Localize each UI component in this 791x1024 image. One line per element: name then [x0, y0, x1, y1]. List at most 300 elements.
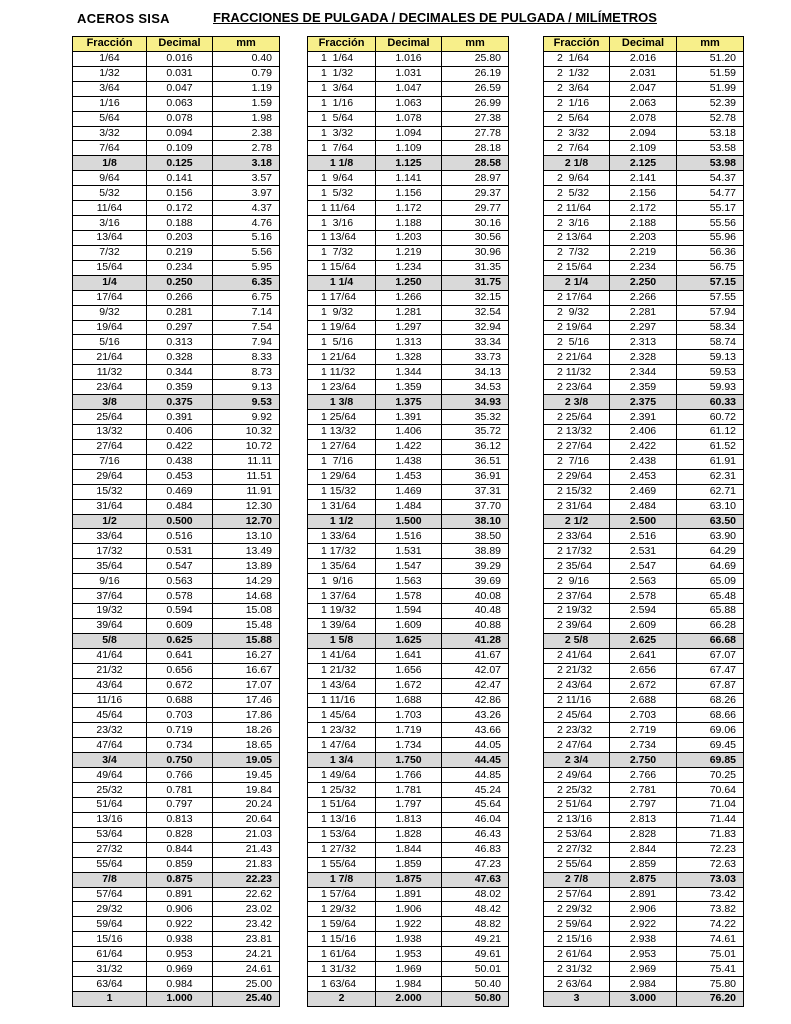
fraction-cell: 2 3/4	[544, 753, 610, 768]
table-row	[308, 529, 509, 544]
fraction-cell: 2 17/32	[544, 544, 610, 559]
fraction-cell: 2 3/32	[544, 126, 610, 141]
fraction-cell: 7/64	[73, 141, 147, 156]
table-row	[308, 544, 509, 559]
fraction-cell: 2 1/8	[544, 156, 610, 171]
fraction-cell: 7/8	[73, 872, 147, 887]
table-row	[73, 544, 280, 559]
decimal-cell: 0.625	[147, 633, 213, 648]
table-row	[544, 872, 744, 887]
decimal-cell: 1.156	[376, 186, 442, 201]
mm-cell: 44.45	[442, 753, 509, 768]
fraction-cell: 1 5/32	[308, 186, 376, 201]
decimal-cell: 0.578	[147, 589, 213, 604]
decimal-cell: 0.672	[147, 678, 213, 693]
mm-cell: 10.72	[213, 439, 280, 454]
table-row	[544, 783, 744, 798]
mm-cell: 74.22	[677, 917, 744, 932]
table-row	[73, 305, 280, 320]
header-mm: mm	[442, 37, 509, 52]
mm-cell: 62.71	[677, 484, 744, 499]
decimal-cell: 0.734	[147, 738, 213, 753]
fraction-cell: 1	[73, 992, 147, 1007]
mm-cell: 25.40	[213, 992, 280, 1007]
mm-cell: 21.43	[213, 842, 280, 857]
mm-cell: 45.24	[442, 783, 509, 798]
mm-cell: 21.03	[213, 827, 280, 842]
fraction-cell: 1 9/64	[308, 171, 376, 186]
fraction-cell: 2 21/32	[544, 663, 610, 678]
mm-cell: 23.81	[213, 932, 280, 947]
fraction-cell: 1 43/64	[308, 678, 376, 693]
decimal-cell: 2.266	[610, 290, 677, 305]
header-decimal: Decimal	[376, 37, 442, 52]
decimal-cell: 0.609	[147, 618, 213, 633]
mm-cell: 65.48	[677, 589, 744, 604]
fraction-cell: 1 19/32	[308, 604, 376, 619]
fraction-cell: 7/32	[73, 245, 147, 260]
mm-cell: 30.96	[442, 245, 509, 260]
mm-cell: 15.48	[213, 618, 280, 633]
decimal-cell: 2.516	[610, 529, 677, 544]
table-row	[544, 887, 744, 902]
table-row	[308, 156, 509, 171]
table-row	[308, 51, 509, 66]
fraction-cell: 1 27/64	[308, 439, 376, 454]
decimal-cell: 2.188	[610, 216, 677, 231]
table-row	[308, 260, 509, 275]
decimal-cell: 1.859	[376, 857, 442, 872]
decimal-cell: 0.188	[147, 216, 213, 231]
mm-cell: 13.49	[213, 544, 280, 559]
table-row	[308, 365, 509, 380]
fraction-cell: 2 31/64	[544, 499, 610, 514]
decimal-cell: 2.422	[610, 439, 677, 454]
decimal-cell: 2.156	[610, 186, 677, 201]
table-row	[73, 693, 280, 708]
table-row	[73, 768, 280, 783]
mm-cell: 76.20	[677, 992, 744, 1007]
mm-cell: 52.39	[677, 96, 744, 111]
mm-cell: 40.48	[442, 604, 509, 619]
fraction-cell: 2 3/64	[544, 81, 610, 96]
decimal-cell: 2.141	[610, 171, 677, 186]
mm-cell: 12.70	[213, 514, 280, 529]
fraction-cell: 2 27/32	[544, 842, 610, 857]
mm-cell: 45.64	[442, 798, 509, 813]
table-row	[73, 648, 280, 663]
fraction-cell: 1 33/64	[308, 529, 376, 544]
decimal-cell: 1.016	[376, 51, 442, 66]
decimal-cell: 1.828	[376, 827, 442, 842]
mm-cell: 73.82	[677, 902, 744, 917]
decimal-cell: 1.797	[376, 798, 442, 813]
fraction-cell: 5/64	[73, 111, 147, 126]
fraction-cell: 2 55/64	[544, 857, 610, 872]
table-row	[544, 51, 744, 66]
table-row	[73, 574, 280, 589]
fraction-cell: 1 59/64	[308, 917, 376, 932]
table-row	[308, 216, 509, 231]
fraction-cell: 11/64	[73, 201, 147, 216]
table-row	[73, 917, 280, 932]
mm-cell: 50.80	[442, 992, 509, 1007]
table-row	[544, 484, 744, 499]
table-row	[544, 977, 744, 992]
table-row	[308, 320, 509, 335]
decimal-cell: 1.750	[376, 753, 442, 768]
mm-cell: 64.69	[677, 559, 744, 574]
mm-cell: 41.28	[442, 633, 509, 648]
table-row	[73, 663, 280, 678]
fraction-cell: 47/64	[73, 738, 147, 753]
decimal-cell: 0.750	[147, 753, 213, 768]
mm-cell: 6.35	[213, 275, 280, 290]
table-row	[544, 275, 744, 290]
table-row	[544, 96, 744, 111]
table-row	[544, 395, 744, 410]
fraction-cell: 2 35/64	[544, 559, 610, 574]
table-row	[308, 305, 509, 320]
mm-cell: 59.93	[677, 380, 744, 395]
fraction-cell: 1 53/64	[308, 827, 376, 842]
fraction-cell: 1 47/64	[308, 738, 376, 753]
fraction-cell: 1 25/64	[308, 410, 376, 425]
decimal-cell: 2.828	[610, 827, 677, 842]
fraction-cell: 1 3/64	[308, 81, 376, 96]
mm-cell: 53.58	[677, 141, 744, 156]
decimal-cell: 1.719	[376, 723, 442, 738]
fraction-cell: 2 1/64	[544, 51, 610, 66]
table-row	[544, 424, 744, 439]
decimal-cell: 0.453	[147, 469, 213, 484]
table-row	[544, 738, 744, 753]
decimal-cell: 1.938	[376, 932, 442, 947]
fraction-cell: 1 21/32	[308, 663, 376, 678]
fraction-cell: 2 17/64	[544, 290, 610, 305]
table-row	[544, 290, 744, 305]
table-row	[544, 544, 744, 559]
mm-cell: 44.85	[442, 768, 509, 783]
table-row	[73, 678, 280, 693]
table-row	[544, 842, 744, 857]
decimal-cell: 2.000	[376, 992, 442, 1007]
fraction-cell: 1 31/64	[308, 499, 376, 514]
mm-cell: 57.15	[677, 275, 744, 290]
table-row	[308, 723, 509, 738]
table-row	[544, 618, 744, 633]
table-row	[73, 738, 280, 753]
decimal-cell: 1.172	[376, 201, 442, 216]
mm-cell: 26.99	[442, 96, 509, 111]
fraction-cell: 2	[308, 992, 376, 1007]
fraction-cell: 2 15/32	[544, 484, 610, 499]
table-row	[544, 365, 744, 380]
decimal-cell: 0.891	[147, 887, 213, 902]
mm-cell: 17.46	[213, 693, 280, 708]
table-row	[544, 201, 744, 216]
decimal-cell: 0.063	[147, 96, 213, 111]
header-fraccion: Fracción	[308, 37, 376, 52]
mm-cell: 38.50	[442, 529, 509, 544]
mm-cell: 69.45	[677, 738, 744, 753]
table-row	[544, 753, 744, 768]
page-title: FRACCIONES DE PULGADA / DECIMALES DE PULGADA / MILÍMETROS	[213, 10, 657, 25]
decimal-cell: 0.313	[147, 335, 213, 350]
fraction-cell: 1 11/64	[308, 201, 376, 216]
mm-cell: 74.61	[677, 932, 744, 947]
decimal-cell: 0.922	[147, 917, 213, 932]
header-fraccion: Fracción	[73, 37, 147, 52]
table-row	[308, 514, 509, 529]
decimal-cell: 2.344	[610, 365, 677, 380]
fraction-cell: 2 5/32	[544, 186, 610, 201]
mm-cell: 48.42	[442, 902, 509, 917]
decimal-cell: 1.438	[376, 454, 442, 469]
table-row	[73, 245, 280, 260]
decimal-cell: 2.547	[610, 559, 677, 574]
fraction-cell: 63/64	[73, 977, 147, 992]
table-row	[308, 559, 509, 574]
fraction-cell: 1 9/16	[308, 574, 376, 589]
table-row	[544, 902, 744, 917]
fraction-cell: 1 3/16	[308, 216, 376, 231]
fraction-cell: 2 29/32	[544, 902, 610, 917]
fraction-cell: 15/16	[73, 932, 147, 947]
mm-cell: 10.32	[213, 424, 280, 439]
decimal-cell: 0.125	[147, 156, 213, 171]
fraction-cell: 2 57/64	[544, 887, 610, 902]
decimal-cell: 0.797	[147, 798, 213, 813]
header-decimal: Decimal	[147, 37, 213, 52]
mm-cell: 18.65	[213, 738, 280, 753]
table-row	[73, 708, 280, 723]
decimal-cell: 1.984	[376, 977, 442, 992]
fraction-cell: 1 61/64	[308, 947, 376, 962]
fraction-cell: 43/64	[73, 678, 147, 693]
decimal-cell: 1.219	[376, 245, 442, 260]
mm-cell: 67.07	[677, 648, 744, 663]
table-row	[544, 633, 744, 648]
mm-cell: 24.61	[213, 962, 280, 977]
decimal-cell: 0.391	[147, 410, 213, 425]
table-row	[308, 111, 509, 126]
mm-cell: 65.09	[677, 574, 744, 589]
decimal-cell: 0.719	[147, 723, 213, 738]
decimal-cell: 2.250	[610, 275, 677, 290]
table-row	[73, 753, 280, 768]
header-decimal: Decimal	[610, 37, 677, 52]
decimal-cell: 2.813	[610, 812, 677, 827]
decimal-cell: 2.922	[610, 917, 677, 932]
table-row	[73, 365, 280, 380]
table-row	[308, 932, 509, 947]
fraction-cell: 2 19/32	[544, 604, 610, 619]
mm-cell: 5.56	[213, 245, 280, 260]
table-row	[308, 275, 509, 290]
fraction-cell: 1 57/64	[308, 887, 376, 902]
fraction-cell: 2 7/64	[544, 141, 610, 156]
decimal-cell: 1.250	[376, 275, 442, 290]
fraction-cell: 21/32	[73, 663, 147, 678]
table-row	[544, 604, 744, 619]
fraction-cell: 2 5/16	[544, 335, 610, 350]
mm-cell: 42.07	[442, 663, 509, 678]
decimal-cell: 1.344	[376, 365, 442, 380]
decimal-cell: 1.125	[376, 156, 442, 171]
mm-cell: 63.50	[677, 514, 744, 529]
table-row	[73, 842, 280, 857]
fraction-cell: 2 39/64	[544, 618, 610, 633]
decimal-cell: 2.703	[610, 708, 677, 723]
table-row	[308, 350, 509, 365]
fraction-cell: 1 5/16	[308, 335, 376, 350]
decimal-cell: 1.969	[376, 962, 442, 977]
fraction-cell: 1 5/64	[308, 111, 376, 126]
decimal-cell: 0.703	[147, 708, 213, 723]
decimal-cell: 0.375	[147, 395, 213, 410]
fraction-cell: 15/32	[73, 484, 147, 499]
decimal-cell: 1.953	[376, 947, 442, 962]
table-row	[73, 395, 280, 410]
mm-cell: 44.05	[442, 738, 509, 753]
table-row	[73, 439, 280, 454]
fraction-cell: 3/32	[73, 126, 147, 141]
mm-cell: 30.16	[442, 216, 509, 231]
mm-cell: 67.47	[677, 663, 744, 678]
fraction-cell: 1 13/64	[308, 230, 376, 245]
decimal-cell: 2.359	[610, 380, 677, 395]
decimal-cell: 1.328	[376, 350, 442, 365]
table-row	[73, 827, 280, 842]
decimal-cell: 2.203	[610, 230, 677, 245]
fraction-cell: 1 1/4	[308, 275, 376, 290]
decimal-cell: 2.844	[610, 842, 677, 857]
fraction-cell: 1 9/32	[308, 305, 376, 320]
decimal-cell: 2.438	[610, 454, 677, 469]
decimal-cell: 1.313	[376, 335, 442, 350]
fraction-cell: 2 9/16	[544, 574, 610, 589]
decimal-cell: 0.828	[147, 827, 213, 842]
decimal-cell: 1.469	[376, 484, 442, 499]
mm-cell: 29.77	[442, 201, 509, 216]
mm-cell: 35.32	[442, 410, 509, 425]
mm-cell: 30.56	[442, 230, 509, 245]
mm-cell: 14.29	[213, 574, 280, 589]
table-row	[544, 529, 744, 544]
fraction-cell: 1/16	[73, 96, 147, 111]
mm-cell: 22.62	[213, 887, 280, 902]
fraction-cell: 23/32	[73, 723, 147, 738]
mm-cell: 9.92	[213, 410, 280, 425]
mm-cell: 75.01	[677, 947, 744, 962]
decimal-cell: 1.234	[376, 260, 442, 275]
decimal-cell: 1.031	[376, 66, 442, 81]
table-row	[308, 96, 509, 111]
mm-cell: 32.94	[442, 320, 509, 335]
table-row	[544, 663, 744, 678]
table-row	[308, 245, 509, 260]
table-row	[544, 186, 744, 201]
table-row	[308, 81, 509, 96]
table-row	[544, 514, 744, 529]
mm-cell: 51.20	[677, 51, 744, 66]
mm-cell: 70.64	[677, 783, 744, 798]
fraction-cell: 1 17/64	[308, 290, 376, 305]
fraction-cell: 51/64	[73, 798, 147, 813]
fraction-cell: 13/16	[73, 812, 147, 827]
fraction-cell: 7/16	[73, 454, 147, 469]
table-row	[73, 156, 280, 171]
mm-cell: 54.77	[677, 186, 744, 201]
table-row	[308, 604, 509, 619]
decimal-cell: 1.734	[376, 738, 442, 753]
mm-cell: 19.45	[213, 768, 280, 783]
header-row	[73, 37, 280, 52]
mm-cell: 50.40	[442, 977, 509, 992]
mm-cell: 23.42	[213, 917, 280, 932]
fraction-cell: 2 47/64	[544, 738, 610, 753]
decimal-cell: 2.641	[610, 648, 677, 663]
table-row	[544, 171, 744, 186]
table-row	[544, 723, 744, 738]
mm-cell: 65.88	[677, 604, 744, 619]
decimal-cell: 2.406	[610, 424, 677, 439]
fraction-cell: 1 23/32	[308, 723, 376, 738]
fraction-cell: 1 1/16	[308, 96, 376, 111]
table-row	[308, 395, 509, 410]
company-name: ACEROS SISA	[77, 11, 170, 26]
mm-cell: 36.51	[442, 454, 509, 469]
table-row	[73, 260, 280, 275]
decimal-cell: 0.422	[147, 439, 213, 454]
mm-cell: 46.83	[442, 842, 509, 857]
decimal-cell: 2.609	[610, 618, 677, 633]
mm-cell: 36.12	[442, 439, 509, 454]
header-mm: mm	[677, 37, 744, 52]
mm-cell: 9.13	[213, 380, 280, 395]
mm-cell: 59.53	[677, 365, 744, 380]
mm-cell: 55.17	[677, 201, 744, 216]
table-row	[73, 275, 280, 290]
fraction-cell: 1 23/64	[308, 380, 376, 395]
table-row	[73, 380, 280, 395]
decimal-cell: 3.000	[610, 992, 677, 1007]
decimal-cell: 0.266	[147, 290, 213, 305]
table-row	[73, 454, 280, 469]
mm-cell: 25.80	[442, 51, 509, 66]
table-row	[308, 977, 509, 992]
decimal-cell: 1.422	[376, 439, 442, 454]
table-row	[308, 141, 509, 156]
fraction-cell: 1 7/32	[308, 245, 376, 260]
decimal-cell: 2.234	[610, 260, 677, 275]
decimal-cell: 1.547	[376, 559, 442, 574]
mm-cell: 63.10	[677, 499, 744, 514]
mm-cell: 25.00	[213, 977, 280, 992]
table-row	[308, 738, 509, 753]
header-row	[544, 37, 744, 52]
mm-cell: 17.07	[213, 678, 280, 693]
decimal-cell: 0.438	[147, 454, 213, 469]
decimal-cell: 1.891	[376, 887, 442, 902]
table-row	[308, 783, 509, 798]
table-row	[544, 589, 744, 604]
table-row	[73, 410, 280, 425]
table-row	[73, 484, 280, 499]
decimal-cell: 2.109	[610, 141, 677, 156]
table-row	[73, 798, 280, 813]
